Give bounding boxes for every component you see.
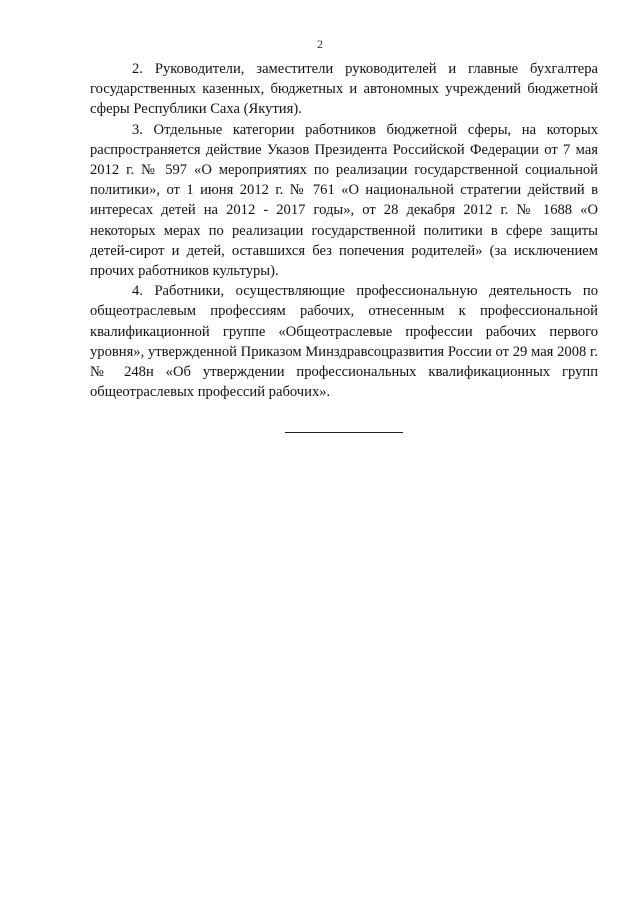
paragraph-item-2: 2. Руководители, заместители руководителей и главные бухгалтера государственных казенных, бюджетных и автономных учреждений бюджетной сферы Республики Саха (Якутия). xyxy=(90,61,598,118)
page-number: 2 xyxy=(317,37,323,51)
paragraph-item-4: 4. Работники, осуществляющие профессиональную деятельность по общеотраслевым профессиям рабочих, отнесенным к профессиональной квалификационной группе «Общеотраслевые профессии рабочих первого уровня», утвержденной Приказом Минздравсоцразвития России от 29 мая 2008 г. № 248н «Об утверждении профессиональных квалификационных групп общеотраслевых профессий рабочих». xyxy=(90,283,598,401)
document-body xyxy=(90,59,598,402)
closing-divider xyxy=(285,432,403,433)
paragraph-item-3: 3. Отдельные категории работников бюджетной сферы, на которых распространяется действие Указов Президента Российской Федерации от 7 мая 2012 г. № 597 «О мероприятиях по реализации государственной социальной политики», от 1 июня 2012 г. № 761 «О национальной стратегии действий в интересах детей на 2012 - 2017 годы», от 28 декабря 2012 г. № 1688 «О некоторых мерах по реализации государственной политики в сфере защиты детей-сирот и детей, оставшихся без попечения родителей» (за исключением прочих работников культуры). xyxy=(90,121,598,280)
